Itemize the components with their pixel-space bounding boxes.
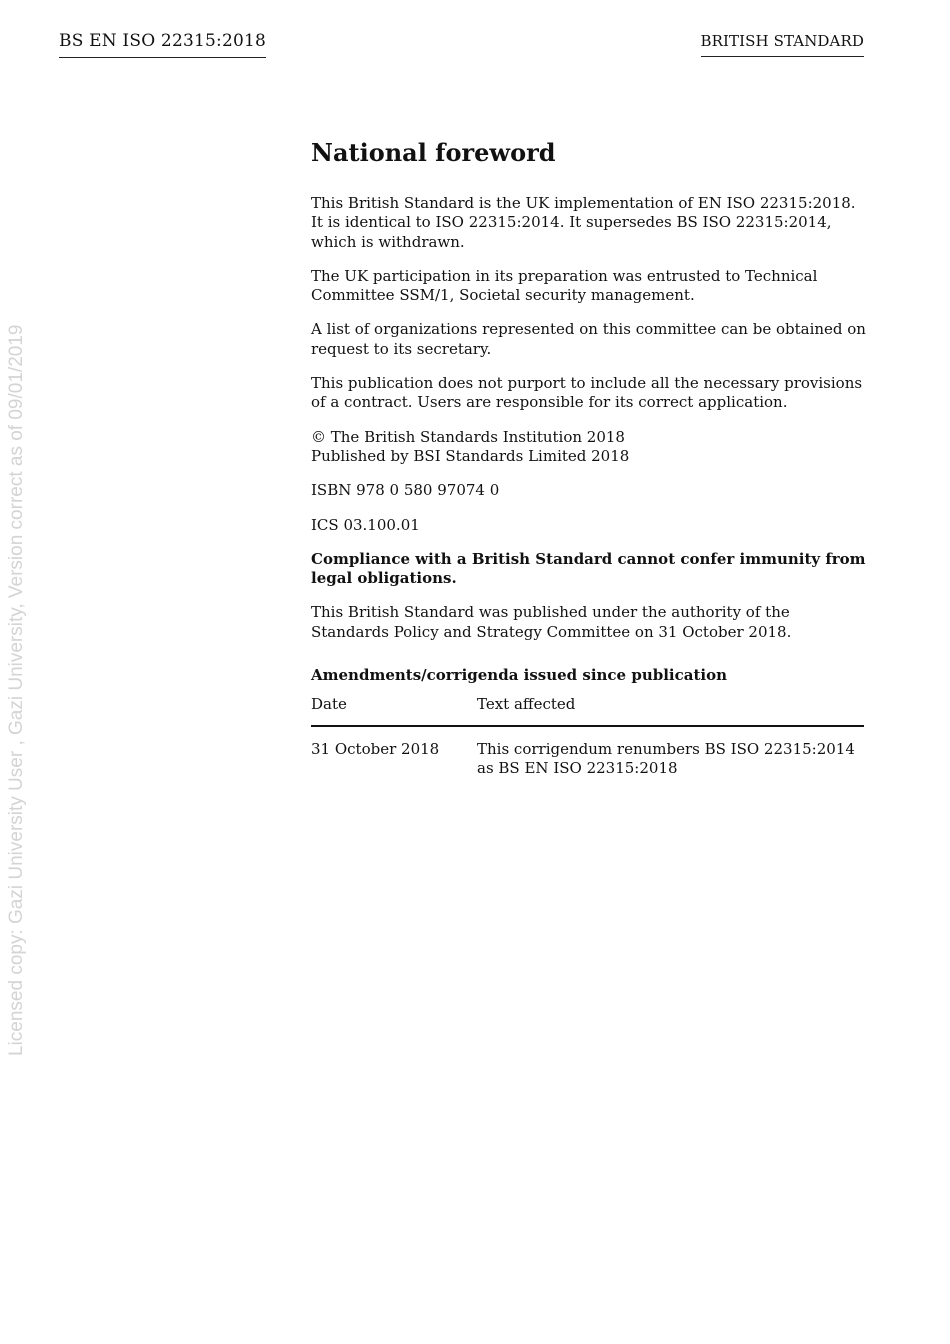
isbn: ISBN 978 0 580 97074 0 <box>311 481 500 500</box>
compliance-notice: Compliance with a British Standard cannot confer immunity from legal obligations. <box>311 549 866 588</box>
amendment-date: 31 October 2018 <box>311 739 440 758</box>
provisions-paragraph: This publication does not purport to include all the necessary provisions of a contract. Users are responsible for its correct application. <box>311 374 863 412</box>
license-watermark: Licensed copy: Gazi University User , Gazi University, Version correct as of 09/01/2019 <box>6 324 27 1056</box>
authority-paragraph: This British Standard was published under the authority of the Standards Policy and Strategy Committee on 31 October 2018. <box>311 603 792 641</box>
organizations-paragraph: A list of organizations represented on this committee can be obtained on request to its secretary. <box>311 320 866 358</box>
date-column-header: Date <box>311 693 477 725</box>
ics-code: ICS 03.100.01 <box>311 515 420 534</box>
british-standard-label: BRITISH STANDARD <box>701 32 865 57</box>
document-id: BS EN ISO 22315:2018 <box>59 31 266 58</box>
publisher-line: Published by BSI Standards Limited 2018 <box>311 446 630 465</box>
national-foreword <box>311 138 867 778</box>
table-header-row <box>311 693 864 725</box>
table-row <box>311 726 864 779</box>
page-title: National foreword <box>311 138 556 167</box>
committee-paragraph: The UK participation in its preparation was entrusted to Technical Committee SSM/1, Societal security management. <box>311 266 818 305</box>
implementation-paragraph: This British Standard is the UK implementation of EN ISO 22315:2018. It is identical to ISO 22315:2014. It supersedes BS ISO 22315:2014, which is withdrawn. <box>311 194 856 251</box>
amendments-table <box>311 693 864 778</box>
copyright-block <box>311 428 867 467</box>
copyright-line: © The British Standards Institution 2018 <box>311 427 625 446</box>
amendments-heading: Amendments/corrigenda issued since publication <box>311 666 727 685</box>
amendment-text: This corrigendum renumbers BS ISO 22315:2014 as BS EN ISO 22315:2018 <box>477 739 855 777</box>
text-affected-column-header: Text affected <box>477 693 864 725</box>
